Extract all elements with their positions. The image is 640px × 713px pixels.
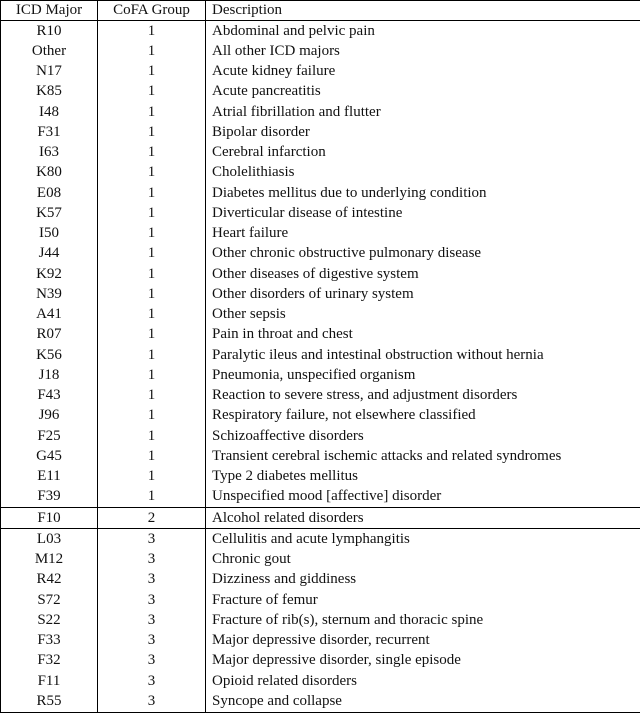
table-row: [1, 691, 640, 712]
description-cell: Other chronic obstructive pulmonary disease: [206, 244, 640, 264]
cofa-group-cell: 1: [98, 487, 206, 508]
table-row: [1, 82, 640, 102]
description-cell: Alcohol related disorders: [206, 507, 640, 528]
cofa-group-cell: 3: [98, 691, 206, 712]
header-description: Description: [206, 1, 640, 21]
icd-major-cell: F33: [1, 630, 98, 650]
description-cell: All other ICD majors: [206, 41, 640, 61]
table-row: [1, 203, 640, 223]
cofa-group-cell: 3: [98, 570, 206, 590]
table-row: [1, 651, 640, 671]
cofa-group-cell: 3: [98, 651, 206, 671]
description-cell: Diverticular disease of intestine: [206, 203, 640, 223]
table-row: [1, 61, 640, 81]
table-row: [1, 183, 640, 203]
description-cell: Paralytic ileus and intestinal obstruction without hernia: [206, 345, 640, 365]
description-cell: Dizziness and giddiness: [206, 570, 640, 590]
table-row: [1, 487, 640, 508]
table-row: [1, 41, 640, 61]
icd-major-cell: K92: [1, 264, 98, 284]
description-cell: Major depressive disorder, single episode: [206, 651, 640, 671]
icd-major-cell: F10: [1, 507, 98, 528]
icd-major-cell: M12: [1, 549, 98, 569]
description-cell: Pain in throat and chest: [206, 325, 640, 345]
cofa-group-cell: 1: [98, 426, 206, 446]
icd-major-cell: K57: [1, 203, 98, 223]
table-row: [1, 20, 640, 41]
description-cell: Unspecified mood [affective] disorder: [206, 487, 640, 508]
icd-major-cell: J96: [1, 406, 98, 426]
table-row: [1, 549, 640, 569]
description-cell: Respiratory failure, not elsewhere classified: [206, 406, 640, 426]
icd-major-cell: I48: [1, 102, 98, 122]
icd-major-cell: F32: [1, 651, 98, 671]
description-cell: Diabetes mellitus due to underlying condition: [206, 183, 640, 203]
icd-major-cell: N39: [1, 284, 98, 304]
icd-major-cell: J44: [1, 244, 98, 264]
icd-major-cell: L03: [1, 529, 98, 550]
icd-major-cell: G45: [1, 446, 98, 466]
cofa-group-cell: 1: [98, 163, 206, 183]
cofa-group-cell: 1: [98, 82, 206, 102]
icd-major-cell: K85: [1, 82, 98, 102]
cofa-group-cell: 1: [98, 142, 206, 162]
icd-major-cell: N17: [1, 61, 98, 81]
description-cell: Bipolar disorder: [206, 122, 640, 142]
description-cell: Heart failure: [206, 223, 640, 243]
table-row: [1, 570, 640, 590]
table-row: [1, 365, 640, 385]
icd-major-cell: F43: [1, 385, 98, 405]
cofa-group-cell: 1: [98, 345, 206, 365]
table-row: [1, 102, 640, 122]
description-cell: Major depressive disorder, recurrent: [206, 630, 640, 650]
table-row: [1, 507, 640, 528]
table-row: [1, 590, 640, 610]
icd-major-cell: J18: [1, 365, 98, 385]
icd-major-cell: I63: [1, 142, 98, 162]
description-cell: Chronic gout: [206, 549, 640, 569]
cofa-group-cell: 1: [98, 20, 206, 41]
description-cell: Other sepsis: [206, 304, 640, 324]
icd-major-cell: R42: [1, 570, 98, 590]
description-cell: Cellulitis and acute lymphangitis: [206, 529, 640, 550]
icd-major-cell: K56: [1, 345, 98, 365]
icd-major-cell: R10: [1, 20, 98, 41]
description-cell: Pneumonia, unspecified organism: [206, 365, 640, 385]
table-row: [1, 264, 640, 284]
cofa-group-cell: 1: [98, 284, 206, 304]
table-row: [1, 446, 640, 466]
cofa-group-cell: 3: [98, 549, 206, 569]
table-row: [1, 163, 640, 183]
description-cell: Schizoaffective disorders: [206, 426, 640, 446]
description-cell: Cholelithiasis: [206, 163, 640, 183]
table-row: [1, 325, 640, 345]
table-row: [1, 466, 640, 486]
cofa-group-cell: 1: [98, 41, 206, 61]
description-cell: Acute kidney failure: [206, 61, 640, 81]
description-cell: Other disorders of urinary system: [206, 284, 640, 304]
icd-major-cell: K80: [1, 163, 98, 183]
icd-major-cell: S72: [1, 590, 98, 610]
table-row: [1, 244, 640, 264]
table-row: [1, 142, 640, 162]
table-row: [1, 529, 640, 550]
cofa-group-cell: 1: [98, 446, 206, 466]
description-cell: Cerebral infarction: [206, 142, 640, 162]
table-row: [1, 426, 640, 446]
cofa-group-cell: 1: [98, 183, 206, 203]
icd-major-cell: I50: [1, 223, 98, 243]
cofa-group-cell: 3: [98, 529, 206, 550]
description-cell: Transient cerebral ischemic attacks and related syndromes: [206, 446, 640, 466]
header-icd-major: ICD Major: [1, 1, 98, 21]
cofa-group-cell: 1: [98, 203, 206, 223]
icd-major-cell: R07: [1, 325, 98, 345]
icd-major-cell: F11: [1, 671, 98, 691]
cofa-group-cell: 3: [98, 610, 206, 630]
icd-major-cell: Other: [1, 41, 98, 61]
cofa-group-cell: 1: [98, 406, 206, 426]
table-row: [1, 630, 640, 650]
description-cell: Abdominal and pelvic pain: [206, 20, 640, 41]
table-row: [1, 122, 640, 142]
icd-major-cell: E08: [1, 183, 98, 203]
table-row: [1, 284, 640, 304]
cofa-group-cell: 1: [98, 61, 206, 81]
description-cell: Fracture of femur: [206, 590, 640, 610]
cofa-group-cell: 2: [98, 507, 206, 528]
table-row: [1, 385, 640, 405]
description-cell: Acute pancreatitis: [206, 82, 640, 102]
description-cell: Atrial fibrillation and flutter: [206, 102, 640, 122]
description-cell: Opioid related disorders: [206, 671, 640, 691]
icd-major-cell: F31: [1, 122, 98, 142]
cofa-group-cell: 1: [98, 122, 206, 142]
table-row: [1, 406, 640, 426]
description-cell: Reaction to severe stress, and adjustment disorders: [206, 385, 640, 405]
cofa-group-cell: 1: [98, 264, 206, 284]
header-cofa-group: CoFA Group: [98, 1, 206, 21]
icd-major-cell: A41: [1, 304, 98, 324]
description-cell: Syncope and collapse: [206, 691, 640, 712]
table-header-row: [1, 1, 640, 21]
cofa-group-cell: 1: [98, 223, 206, 243]
cofa-group-cell: 3: [98, 590, 206, 610]
icd-major-cell: R55: [1, 691, 98, 712]
description-cell: Type 2 diabetes mellitus: [206, 466, 640, 486]
cofa-group-cell: 1: [98, 365, 206, 385]
icd-major-cell: E11: [1, 466, 98, 486]
table-row: [1, 345, 640, 365]
table-row: [1, 610, 640, 630]
cofa-group-cell: 3: [98, 671, 206, 691]
cofa-group-cell: 1: [98, 244, 206, 264]
icd-major-cell: F25: [1, 426, 98, 446]
table-row: [1, 304, 640, 324]
icd-major-cell: S22: [1, 610, 98, 630]
cofa-group-cell: 1: [98, 385, 206, 405]
cofa-group-cell: 1: [98, 304, 206, 324]
table-row: [1, 671, 640, 691]
cofa-group-cell: 1: [98, 102, 206, 122]
cofa-group-cell: 1: [98, 466, 206, 486]
table-row: [1, 223, 640, 243]
cofa-group-cell: 1: [98, 325, 206, 345]
description-cell: Fracture of rib(s), sternum and thoracic spine: [206, 610, 640, 630]
cofa-group-cell: 3: [98, 630, 206, 650]
table-body: [1, 20, 640, 712]
icd-major-cell: F39: [1, 487, 98, 508]
description-cell: Other diseases of digestive system: [206, 264, 640, 284]
